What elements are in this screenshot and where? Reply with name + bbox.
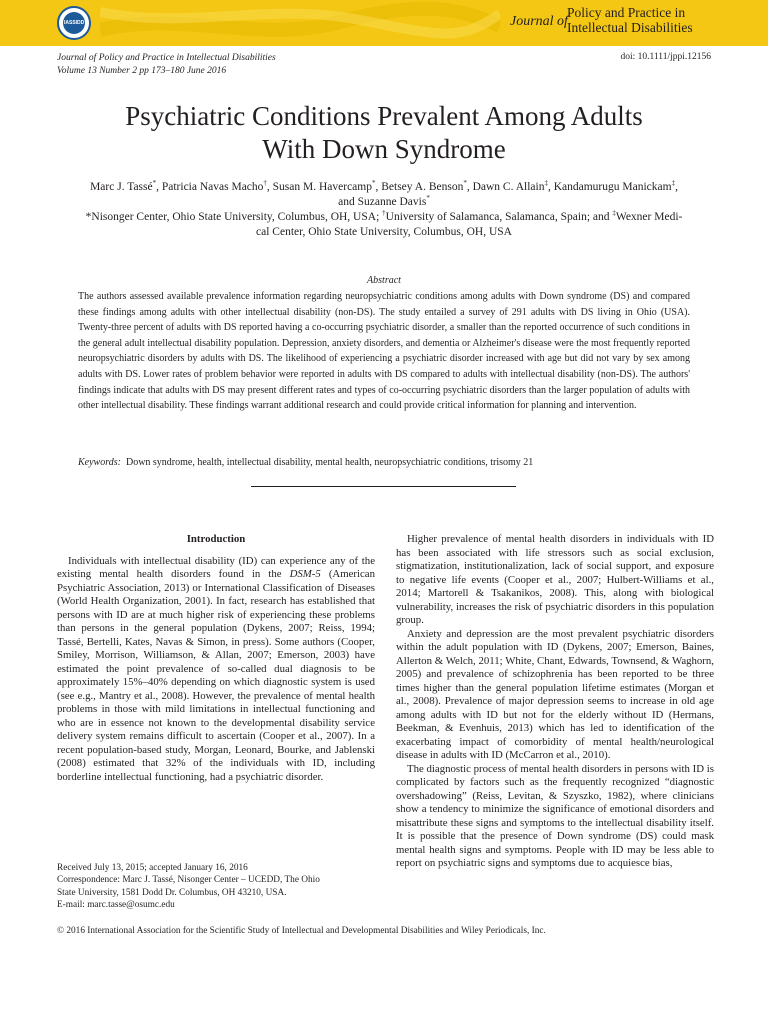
paragraph-text: (American Psychiatric Association, 2013) or International Classification of Diseases (World Health Organization, 2001). In fact, research has established that persons with ID are at much higher risk of experiencing these problems than persons in the general population (Dykens, 2007; Reiss, 1994; Tassé, Bertelli, Kates, Navas & Simon, in press). Some authors (Cooper, Smiley, Morrison, Williamson, & Allan, 2007; Emerson, 2003) have estimated the point prevalence of so-called dual diagnosis to be approximately 15%–40% depending on which diagnostic system is used (see e.g., Mantry et al., 2008). However, the prevalence of mental health problems in those with mild limitations in intellectual functioning and who are in essence not known to the developmental disability service delivery system remains difficult to ascertain (Cooper et al., 2007). In a recent population-based study, Morgan, Leonard, Bourke, and Jablenski (2008) estimated that 32% of the individuals with ID, including borderline intellectual functioning, had a psychiatric disorder. [57,568,375,783]
affil-mark: ‡ [612,209,616,218]
authors-line2 [57,195,711,210]
title-line2: With Down Syndrome [262,134,506,164]
volume-line: Volume 13 Number 2 pp 173–180 June 2016 [57,65,227,76]
authors-line1 [57,180,711,195]
dsm-citation: DSM-5 [289,568,321,580]
keywords-list: Down syndrome, health, intellectual disability, mental health, neuropsychiatric conditions, trisomy 21 [125,457,534,468]
right-column [396,533,714,871]
affil-line1 [57,210,711,225]
author-list [57,180,711,210]
logo-globe-icon [63,12,85,34]
author-manickam: , Kandamurugu Manickam [547,181,672,193]
keywords [78,455,690,470]
paragraph: Anxiety and depression are the most prevalent psychiatric disorders within the adult population with ID (Dykens, 2007; Emerson, Baines, Allerton & Welch, 2011; White, Chant, Edwards, Townsend, & Waghorn, 2005) and prevalence of schizophrenia has been reported to be three times higher than the general population lifetime estimates (Morgan et al., 2008). Prevalence of major depression seems to increase in old age among adults with ID but not for the elderly without ID (Hermans, Beekman, & Evenhuis, 2013) which has led to identification of the exacerbating impact of comorbidity of mental health/neurological disease in adults with ID (McCarron et al., 2010). [396,627,714,761]
affil-mark: * [426,194,430,203]
author-separator: , [675,181,678,193]
author-tasse: Marc J. Tassé [90,181,153,193]
journal-banner [0,0,768,46]
author-davis: and Suzanne Davis [338,196,427,208]
affil-line2: cal Center, Ohio State University, Columbus, OH, USA [256,226,512,238]
affil-mark: * [463,179,467,188]
affil-salamanca: University of Salamanca, Salamanca, Spain; and [385,211,613,223]
society-logo [57,6,91,40]
paragraph [57,555,375,785]
author-allain: , Dawn C. Allain [466,181,545,193]
affil-mark: ‡ [671,179,676,188]
affil-mark: * [152,179,157,188]
left-column [57,533,375,784]
journal-title-name [567,5,693,35]
affiliations [57,210,711,240]
affil-mark: * [371,179,376,188]
abstract-heading: Abstract [367,275,401,286]
affil-mark: † [263,179,267,188]
title-line1: Psychiatric Conditions Prevalent Among Adults [125,101,643,131]
keywords-label: Keywords: [78,457,121,468]
article-footnote [57,862,375,911]
author-navas: , Patricia Navas Macho [156,181,264,193]
logo-text [64,20,84,26]
paragraph: Higher prevalence of mental health disorders in individuals with ID has been associated with life stressors such as social exclusion, stigmatization, institutionalization, lack of social support, and exposure to negative life events (Cooper et al., 2007; Hulbert-Williams et al., 2014; Martorell & Tsakanikos, 2008). This, along with biological vulnerability, increases the risk of psychiatric disorders in this population group. [396,533,714,626]
journal-title-of: Journal of [510,14,568,29]
contact-email[interactable]: E-mail: marc.tasse@osumc.edu [57,899,175,910]
affil-mark: ‡ [544,179,548,188]
author-havercamp: , Susan M. Havercamp [266,181,372,193]
doi[interactable]: doi: 10.1111/jppi.12156 [620,52,711,62]
paragraph: The diagnostic process of mental health disorders in persons with ID is complicated by factors such as the frequently recognized “diagnostic overshadowing” (Reiss, Levitan, & Szyszko, 1982), where clinicians show a tendency to minimize the significance of emotional disorders and misattribute these signs and symptoms to the intellectual disability itself. It is possible that the presence of Down syndrome (DS) could mask mental health signs and symptoms. People with ID may be less able to report on psychiatric signs and symptoms due to acquiesce bias, [396,762,714,869]
journal-title-line1: Policy and Practice in [567,5,686,20]
author-benson: , Betsey A. Benson [375,181,464,193]
article-title [57,100,711,166]
divider [251,486,516,487]
paragraph-text: Individuals with intellectual disability (ID) can experience any of the existing mental health disorders found in the [57,554,375,580]
received-date: Received July 13, 2015; accepted January 16, 2016 [57,863,248,873]
citation-block [57,52,276,77]
abstract-text: The authors assessed available prevalence information regarding neuropsychiatric conditions among adults with Down syndrome (DS) and compared these findings among adults with other intellectual disability (non-DS). The study entailed a survey of 291 adults with DS living in Ohio (USA). Twenty-three percent of adults with DS reported having a co-occurring psychiatric disorder, a smaller than the reported occurrence of such conditions in the general adult intellectual disability population. Depression, anxiety disorders, and dementia or Alzheimer's disease were the most frequently reported neuropsychiatric disorders by adults with DS. The likelihood of experiencing a psychiatric disorder increased with age but did not vary by sex among adults with DS. Lower rates of problem behavior were reported in adults with DS compared to adults with intellectual disability (non-DS). The authors' findings indicate that adults with DS may present different rates and types of co-occurring psychiatric disorders than the larger population of adults with other intellectual disability. These findings warrant additional research and could provide critical information for planning and intervention. [78,291,690,412]
correspondence-line2: State University, 1581 Dodd Dr. Columbus, OH 43210, USA. [57,887,287,898]
affil-mark: † [382,209,386,218]
copyright-notice: © 2016 International Association for the Scientific Study of Intellectual and Developmental Disabilities and Wiley Periodicals, Inc. [57,926,546,936]
affil-wexner: Wexner Medi- [615,211,683,223]
journal-title-line2: Intellectual Disabilities [567,20,693,35]
journal-citation: Journal of Policy and Practice in Intellectual Disabilities [57,53,276,63]
correspondence-line1: Correspondence: Marc J. Tassé, Nisonger Center – UCEDD, The Ohio [57,875,320,886]
section-heading-introduction: Introduction [186,533,246,545]
affil-nisonger: *Nisonger Center, Ohio State University, Columbus, OH, USA; [85,211,383,223]
banner-wave-decoration [100,0,500,46]
